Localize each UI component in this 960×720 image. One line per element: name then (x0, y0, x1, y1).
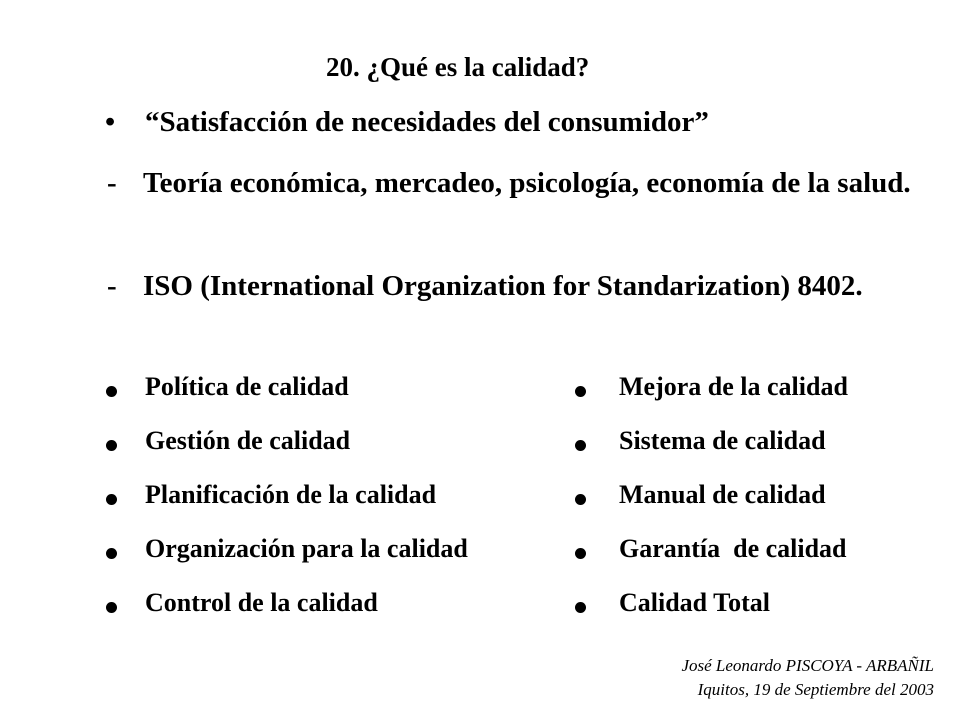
bullet-marker: • (105, 106, 116, 138)
main-bullet-text: “Satisfacción de necesidades del consumidor” (145, 106, 709, 138)
bullet-dot-icon (106, 602, 117, 613)
bullet-dot-icon (106, 548, 117, 559)
footer-author: José Leonardo PISCOYA - ARBAÑIL (681, 656, 934, 675)
list-item-text: Sistema de calidad (619, 426, 826, 455)
bullet-dot-icon (575, 494, 586, 505)
list-item-text: Política de calidad (145, 372, 349, 401)
footer-place-date: Iquitos, 19 de Septiembre del 2003 (697, 680, 934, 699)
bullet-dot-icon (106, 440, 117, 451)
dash-item-text: Teoría económica, mercadeo, psicología, economía de la salud. (143, 167, 911, 199)
list-item-text: Organización para la calidad (145, 534, 468, 563)
dash-marker: - (107, 167, 117, 199)
bullet-dot-icon (575, 548, 586, 559)
list-item-text: Mejora de la calidad (619, 372, 848, 401)
dash-item-economic-theory (105, 160, 937, 207)
bullet-dot-icon (575, 440, 586, 451)
bullet-dot-icon (575, 386, 586, 397)
dash-item-iso (105, 263, 937, 310)
slide-title: 20. ¿Qué es la calidad? (326, 52, 590, 82)
list-item-text: Planificación de la calidad (145, 480, 437, 509)
list-item-text: Calidad Total (619, 588, 771, 617)
bullet-dot-icon (106, 494, 117, 505)
list-item-text: Manual de calidad (619, 480, 826, 509)
list-item-text: Control de la calidad (145, 588, 378, 617)
bullet-dot-icon (106, 386, 117, 397)
footer (681, 654, 934, 702)
list-item-text: Gestión de calidad (145, 426, 351, 455)
dash-marker: - (107, 270, 117, 302)
dash-item-text: ISO (International Organization for Standarization) 8402. (143, 270, 863, 302)
list-item-text: Garantía de calidad (619, 534, 847, 563)
bullet-dot-icon (575, 602, 586, 613)
